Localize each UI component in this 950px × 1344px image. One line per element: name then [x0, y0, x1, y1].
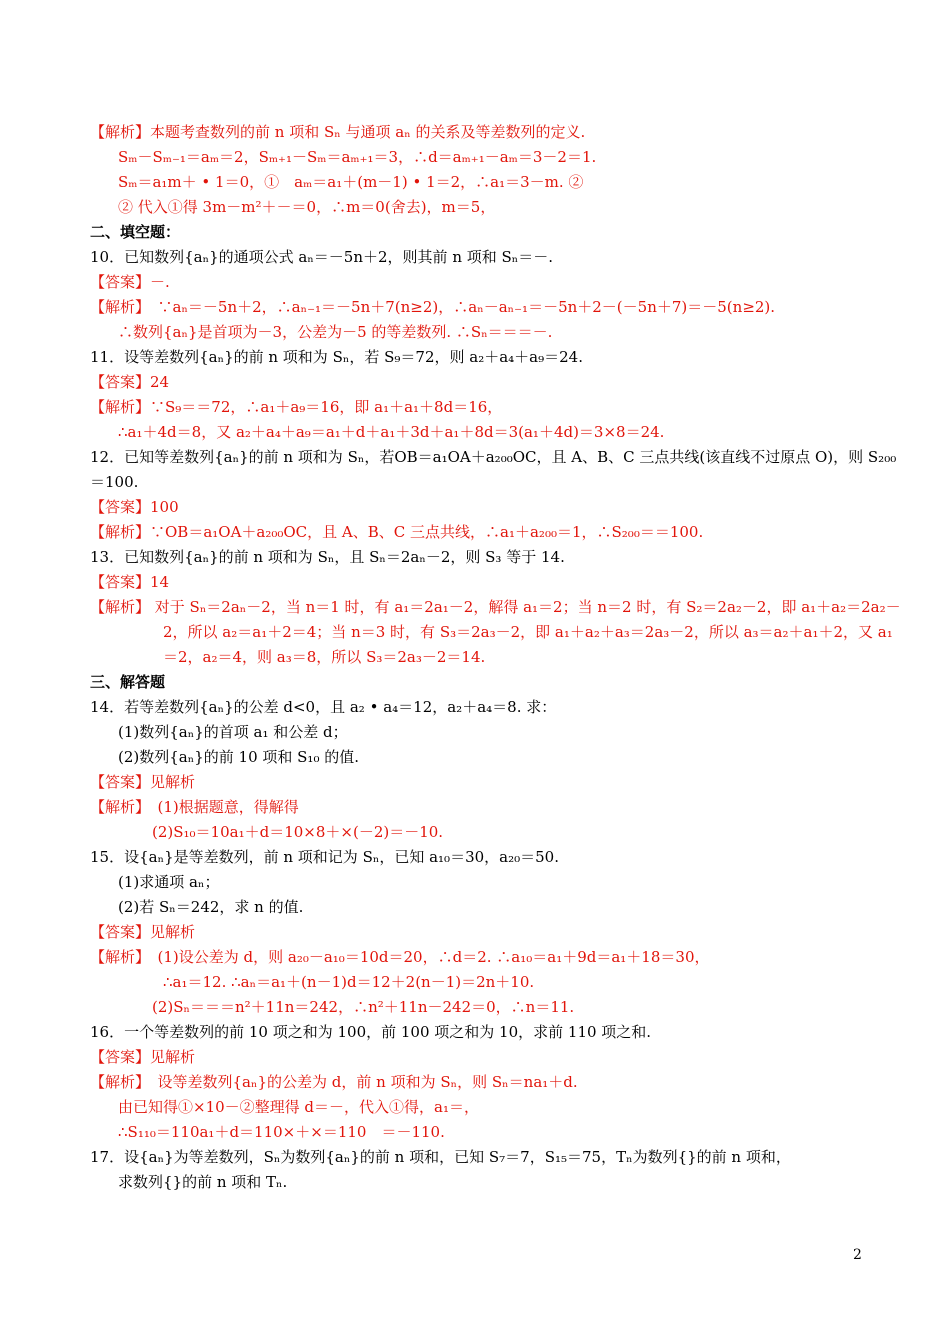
solution-line: (2)S₁₀＝10a₁＋d＝10×8＋×(－2)＝－10. — [152, 823, 444, 841]
question-17-continued: 求数列{}的前 n 项和 Tₙ. — [118, 1173, 288, 1191]
question-15-part-1: (1)求通项 aₙ； — [118, 873, 220, 891]
page-number: 2 — [853, 1247, 862, 1263]
solution-line: ∴a₁＝12. ∴aₙ＝a₁＋(n－1)d＝12＋2(n－1)＝2n＋10. — [163, 973, 535, 991]
solution-12: 【解析】∵OB＝a₁OA＋a₂₀₀OC，且 A、B、C 三点共线，∴a₁＋a₂₀₀＝1，∴S₂₀₀＝＝100. — [90, 523, 704, 541]
question-13: 13．已知数列{aₙ}的前 n 项和为 Sₙ，且 Sₙ＝2aₙ－2，则 S₃ 等于 14. — [90, 548, 565, 566]
section-heading-answer: 三、解答题 — [90, 673, 166, 691]
solution-line: ∴数列{aₙ}是首项为－3，公差为－5 的等差数列. ∴Sₙ＝＝＝－. — [118, 323, 553, 341]
question-16: 16．一个等差数列的前 10 项之和为 100，前 100 项之和为 10，求前 110 项之和. — [90, 1023, 652, 1041]
solution-line: Sₘ－Sₘ₋₁＝aₘ＝2，Sₘ₊₁－Sₘ＝aₘ₊₁＝3，∴d＝aₘ₊₁－aₘ＝3－2＝1. — [118, 148, 597, 166]
answer-12: 【答案】100 — [90, 498, 179, 516]
answer-13: 【答案】14 — [90, 573, 170, 591]
solution-line: (2)Sₙ＝＝＝n²＋11n＝242，∴n²＋11n－242＝0，∴n＝11. — [152, 998, 575, 1016]
question-17: 17．设{aₙ}为等差数列，Sₙ为数列{aₙ}的前 n 项和，已知 S₇＝7，S₁₅＝75，Tₙ为数列{}的前 n 项和， — [90, 1148, 791, 1166]
solution-line: 由已知得①×10－②整理得 d＝－，代入①得，a₁＝， — [118, 1098, 479, 1116]
solution-label-9: 【解析】本题考查数列的前 n 项和 Sₙ 与通项 aₙ 的关系及等差数列的定义. — [90, 123, 586, 141]
question-12-continued: ＝100. — [90, 473, 139, 491]
solution-line: ∴S₁₁₀＝110a₁＋d＝110×＋×＝110 ＝－110. — [118, 1123, 445, 1141]
question-12: 12．已知等差数列{aₙ}的前 n 项和为 Sₙ，若OB＝a₁OA＋a₂₀₀OC，且 A、B、C 三点共线(该直线不过原点 O)，则 S₂₀₀ — [90, 448, 897, 466]
answer-15: 【答案】见解析 — [90, 923, 196, 941]
solution-11: 【解析】∵S₉＝＝72，∴a₁＋a₉＝16，即 a₁＋a₁＋8d＝16， — [90, 398, 503, 416]
question-14-part-2: (2)数列{aₙ}的前 10 项和 S₁₀ 的值. — [118, 748, 359, 766]
answer-14: 【答案】见解析 — [90, 773, 196, 791]
question-15: 15．设{aₙ}是等差数列，前 n 项和记为 Sₙ，已知 a₁₀＝30，a₂₀＝50. — [90, 848, 559, 866]
answer-16: 【答案】见解析 — [90, 1048, 196, 1066]
question-14-part-1: (1)数列{aₙ}的首项 a₁ 和公差 d； — [118, 723, 348, 741]
solution-line: ＝2，a₂＝4，则 a₃＝8，所以 S₃＝2a₃－2＝14. — [163, 648, 486, 666]
question-15-part-2: (2)若 Sₙ＝242，求 n 的值. — [118, 898, 304, 916]
section-heading-fill-in: 二、填空题： — [90, 223, 181, 241]
question-10: 10．已知数列{aₙ}的通项公式 aₙ＝－5n＋2，则其前 n 项和 Sₙ＝－. — [90, 248, 554, 266]
solution-13: 【解析】 对于 Sₙ＝2aₙ－2，当 n＝1 时，有 a₁＝2a₁－2，解得 a₁＝2；当 n＝2 时，有 S₂＝2a₂－2，即 a₁＋a₂＝2a₂－ — [90, 598, 901, 616]
solution-line: 2，所以 a₂＝a₁＋2＝4；当 n＝3 时，有 S₃＝2a₃－2，即 a₁＋a₂＋a₃＝2a₃－2，所以 a₃＝a₂＋a₁＋2，又 a₁ — [163, 623, 893, 641]
solution-14: 【解析】 (1)根据题意，得解得 — [90, 798, 299, 816]
solution-10: 【解析】 ∵aₙ＝－5n＋2，∴aₙ₋₁＝－5n＋7(n≥2)，∴aₙ－aₙ₋₁＝－5n＋2－(－5n＋7)＝－5(n≥2). — [90, 298, 776, 316]
question-11: 11．设等差数列{aₙ}的前 n 项和为 Sₙ，若 S₉＝72，则 a₂＋a₄＋a₉＝24. — [90, 348, 583, 366]
solution-line: ∴a₁＋4d＝8，又 a₂＋a₄＋a₉＝a₁＋d＋a₁＋3d＋a₁＋8d＝3(a₁＋4d)＝3×8＝24. — [118, 423, 665, 441]
solution-16: 【解析】 设等差数列{aₙ}的公差为 d，前 n 项和为 Sₙ，则 Sₙ＝na₁＋d. — [90, 1073, 578, 1091]
solution-line: Sₘ＝a₁m＋ • 1＝0，① aₘ＝a₁＋(m－1) • 1＝2，∴a₁＝3－m. ② — [118, 173, 584, 191]
solution-line: ② 代入①得 3m－m²＋－＝0，∴m＝0(舍去)，m＝5， — [118, 198, 496, 216]
question-14: 14．若等差数列{aₙ}的公差 d<0，且 a₂ • a₄＝12，a₂＋a₄＝8. 求： — [90, 698, 557, 716]
answer-11: 【答案】24 — [90, 373, 170, 391]
answer-10: 【答案】－. — [90, 273, 170, 291]
solution-15: 【解析】 (1)设公差为 d，则 a₂₀－a₁₀＝10d＝20，∴d＝2. ∴a₁₀＝a₁＋9d＝a₁＋18＝30， — [90, 948, 710, 966]
